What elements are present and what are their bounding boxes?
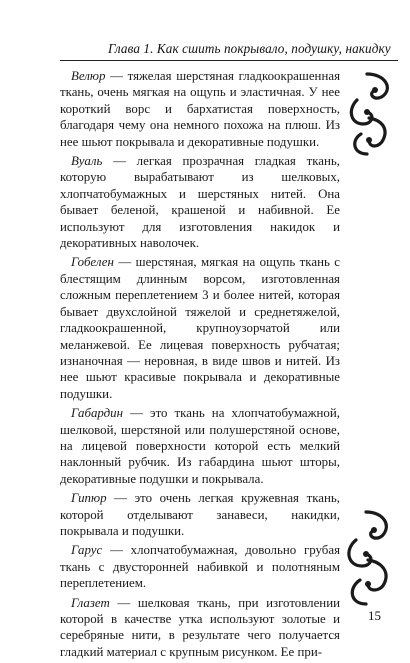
body-text <box>60 68 340 663</box>
definition: — это ткань на хлопчатобумажной, шелковой, шерстяной или полушерстяной основе, на лицевой поверхности которой есть мелкий наклонный рубчик. Из габардина шьют шторы, декоративные подушки и покрывала. <box>60 406 340 486</box>
definition: — хлопчатобумажная, довольно грубая ткань с двусторонней набивкой и полотняным переплетением. <box>60 543 340 591</box>
paragraph <box>60 490 340 539</box>
term: Глазет <box>71 595 110 610</box>
term: Вуаль <box>71 154 103 169</box>
paragraph <box>60 595 340 661</box>
paragraph <box>60 68 340 150</box>
running-head: Глава 1. Как сшить покрывало, подушку, накидку <box>108 41 391 56</box>
definition: — тяжелая шерстяная гладкоокрашенная ткань, очень мягкая на ощупь и эластичная. У нее короткий ворс и бархатистая поверхность, благодаря чему она немного похожа на плюш. Из нее шьют покрывала и декоративные подушки. <box>60 69 340 149</box>
term: Велюр <box>71 69 106 83</box>
term: Гобелен <box>71 255 114 270</box>
scroll-ornament-icon <box>345 70 403 158</box>
header-rule <box>60 60 398 61</box>
paragraph <box>60 153 340 251</box>
term: Гипюр <box>71 491 107 506</box>
term: Габардин <box>71 406 124 421</box>
page-number: 15 <box>368 608 381 623</box>
definition: — это очень легкая кружевная ткань, которой отделывают занавеси, накидки, покрывала и подушки. <box>60 491 340 538</box>
definition: — шерстяная, мягкая на ощупь ткань с блестящим длинным ворсом, изготовленная сложным переплетением 3 и более нитей, которая бывает двухслойной тяжелой и среднетяжелой, гладкоокрашенной, крупноузорчатой или меланжевой. Ее лицевая поверхность рубчатая; изнаночная — неровная, в виде швов и нитей. Из нее шьют красивые покрывала и декоративные подушки. <box>60 255 340 401</box>
paragraph <box>60 542 340 591</box>
definition: — легкая прозрачная гладкая ткань, которую вырабатывают из шелковых, хлопчатобумажных и шерстяных нитей. Она бывает беленой, крашеной и набивной. Ее используют для изготовления накидок и декоративных наволочек. <box>60 154 340 251</box>
paragraph <box>60 254 340 402</box>
definition: — шелковая ткань, при изготовлении которой в качестве утка используют золотые и серебряные нити, в результате чего получается гладкий материал с крупным рисунком. Ее при- <box>60 595 340 659</box>
term: Гарус <box>71 543 103 558</box>
paragraph <box>60 405 340 487</box>
scroll-ornament-icon <box>340 508 402 608</box>
